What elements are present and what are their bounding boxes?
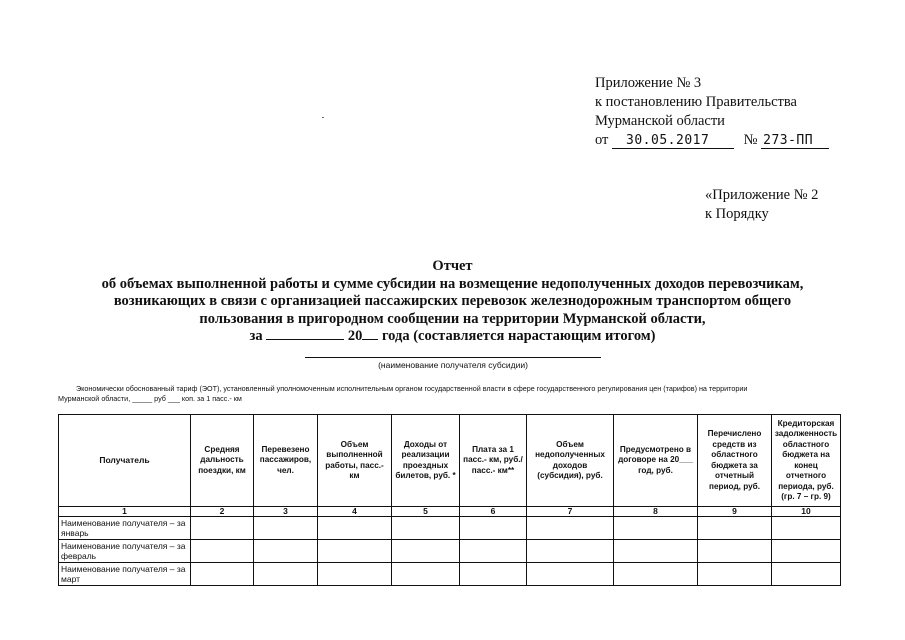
table-cell [318,517,392,540]
row-recipient-march: Наименование получателя – за март [59,563,191,586]
column-number: 8 [614,507,698,517]
column-number: 4 [318,507,392,517]
column-number: 5 [392,507,460,517]
header-debt: Кредиторская задолженность областного бюджета на конец отчетного периода, руб. (гр. 7 – гр. 9) [772,415,841,507]
table-row [59,517,841,540]
for-label: за [249,328,263,344]
header-fare-per-km: Плата за 1 пасс.- км, руб./ пасс.- км** [460,415,527,507]
year-blank [362,339,378,340]
header-recipient: Получатель [59,415,191,507]
column-number: 1 [59,507,191,517]
table-cell [698,563,772,586]
title-period-line [40,328,865,346]
table-cell [527,563,614,586]
table-cell [392,540,460,563]
table-header-row [59,415,841,507]
column-number: 10 [772,507,841,517]
title-line-3: пользования в пригородном сообщении на территории Мурманской области, [199,310,706,327]
title-line-2: возникающих в связи с организацией пассажирских перевозок железнодорожным транспортом общего [113,293,792,309]
appendix-line-1: Приложение № 3 [595,75,702,91]
from-label: от [595,132,609,148]
table-cell [527,517,614,540]
column-number: 6 [460,507,527,517]
table-cell [698,517,772,540]
column-number: 3 [254,507,318,517]
table-cell [318,540,392,563]
column-numbers-row [59,507,841,517]
table-cell [614,540,698,563]
table-cell [772,563,841,586]
appendix-line-2: к постановлению Правительства [595,94,797,110]
header-transferred: Перечислено средств из областного бюджета за отчетный период, руб. [698,415,772,507]
recipient-name-line [305,357,601,358]
tariff-note [58,384,838,404]
year-prefix: 20 [347,328,363,344]
appendix2-line-1: «Приложение № 2 [705,187,819,203]
row-recipient-february: Наименование получателя – за февраль [59,540,191,563]
header-passengers: Перевезено пассажиров, чел. [254,415,318,507]
column-number: 2 [191,507,254,517]
scan-speck [322,117,324,118]
recipient-caption: (наименование получателя субсидии) [378,360,528,370]
table-cell [318,563,392,586]
appendix-line-3: Мурманской области [595,113,725,129]
table-cell [191,563,254,586]
header-avg-distance: Средняя дальность поездки, км [191,415,254,507]
table-cell [392,517,460,540]
resolution-date: 30.05.2017 [612,133,734,149]
column-number: 7 [527,507,614,517]
appendix-date-line [595,131,829,150]
row-recipient-january: Наименование получателя – за январь [59,517,191,540]
table-cell [460,540,527,563]
table-cell [254,563,318,586]
table-row [59,563,841,586]
number-label: № [743,132,758,148]
appendix2-block [705,186,818,224]
table-cell [527,540,614,563]
table-cell [254,517,318,540]
table-row [59,540,841,563]
table-cell [614,517,698,540]
report-title [40,258,865,346]
table-cell [698,540,772,563]
table-cell [772,540,841,563]
report-table [58,414,841,586]
appendix2-line-2: к Порядку [705,206,769,222]
year-suffix: года (составляется нарастающим итогом) [381,328,656,344]
table-cell [772,517,841,540]
appendix-block [595,74,829,150]
header-work-volume: Объем выполненной работы, пасс.- км [318,415,392,507]
table-cell [254,540,318,563]
header-subsidy-volume: Объем недополученных доходов (субсидия), руб. [527,415,614,507]
table-cell [191,540,254,563]
table-cell [191,517,254,540]
table-cell [460,563,527,586]
table-cell [392,563,460,586]
tariff-line-1: Экономически обоснованный тариф (ЭОТ), установленный уполномоченным исполнительным органом государственной власти в сфере государственного регулирования цен (тарифов) на территории [76,384,748,393]
header-contract-amount: Предусмотрено в договоре на 20___ год, руб. [614,415,698,507]
table-cell [460,517,527,540]
header-ticket-income: Доходы от реализации проездных билетов, руб. * [392,415,460,507]
table-cell [614,563,698,586]
title-heading: Отчет [432,258,473,274]
column-number: 9 [698,507,772,517]
resolution-number: 273-ПП [761,133,829,149]
title-line-1: об объемах выполненной работы и сумме субсидии на возмещение недополученных доходов перевозчикам, [101,275,804,292]
tariff-line-2: Мурманской области, _____ руб ___ коп. за 1 пасс.- км [58,394,242,403]
period-blank [266,339,344,340]
